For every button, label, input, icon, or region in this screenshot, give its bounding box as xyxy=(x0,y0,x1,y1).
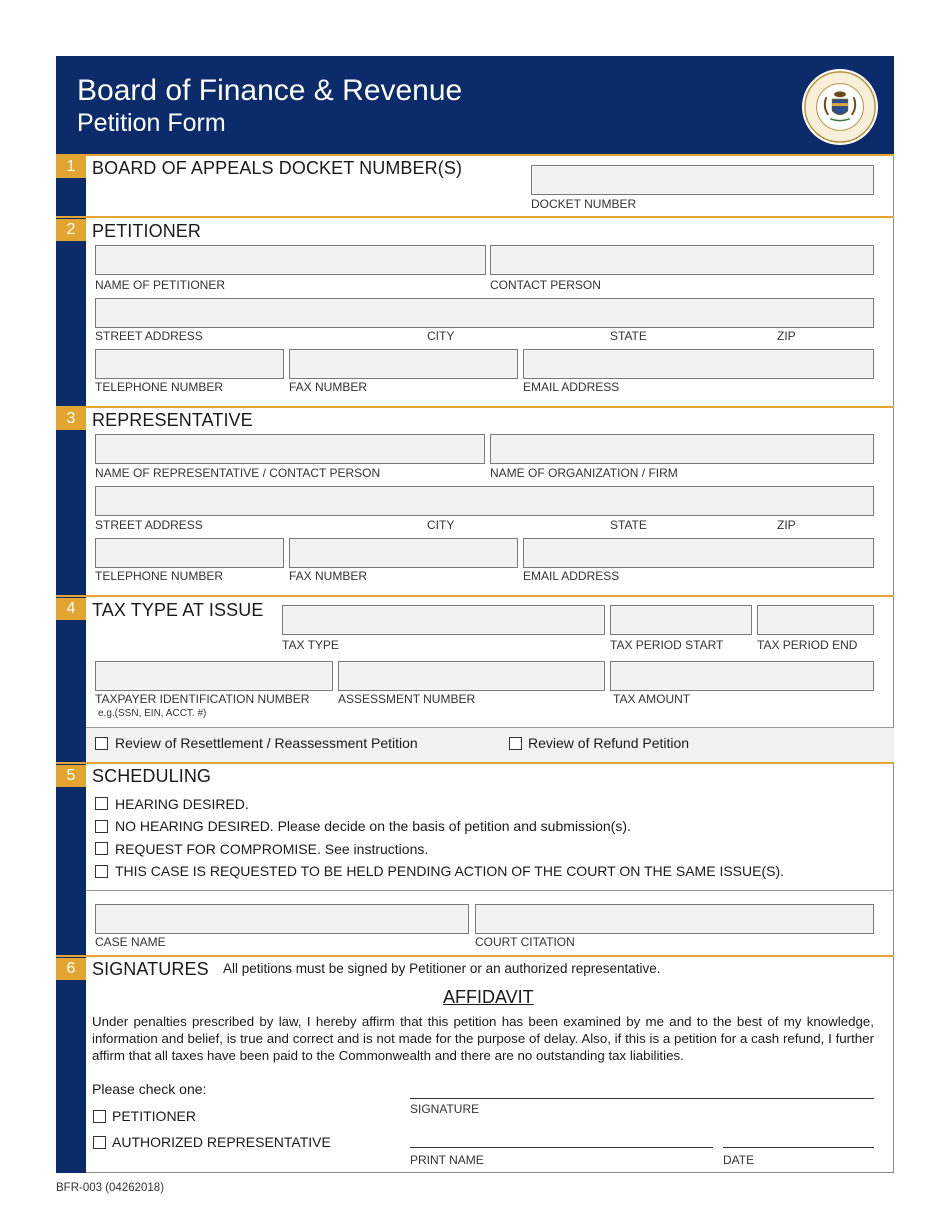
field-label: TELEPHONE NUMBER xyxy=(95,569,224,583)
representative-phone-input[interactable] xyxy=(95,538,284,568)
court-citation-input[interactable] xyxy=(475,904,874,934)
tax-period-start-input[interactable] xyxy=(610,605,752,635)
representative-address-input[interactable] xyxy=(95,486,874,516)
section-title: SCHEDULING xyxy=(92,766,212,786)
field-label: PRINT NAME xyxy=(410,1153,484,1167)
field-label: TAX PERIOD END xyxy=(757,638,858,652)
section-divider xyxy=(56,762,894,764)
no-hearing-checkbox[interactable] xyxy=(95,820,108,833)
field-label: TAX TYPE xyxy=(282,638,339,652)
field-label: STATE xyxy=(610,518,647,532)
tax-amount-input[interactable] xyxy=(610,661,874,691)
section-title: TAX TYPE AT ISSUE xyxy=(92,600,264,620)
field-label: TAX AMOUNT xyxy=(613,692,691,706)
checkbox-label: AUTHORIZED REPRESENTATIVE xyxy=(112,1134,331,1150)
petitioner-email-input[interactable] xyxy=(523,349,874,379)
field-label: COURT CITATION xyxy=(475,935,575,949)
checkbox-label: HEARING DESIRED. xyxy=(115,796,249,812)
section-divider xyxy=(56,216,894,218)
section-title: BOARD OF APPEALS DOCKET NUMBER(S) xyxy=(92,158,463,178)
section-title: SIGNATURES xyxy=(92,959,209,979)
assessment-number-input[interactable] xyxy=(338,661,605,691)
field-label: CITY xyxy=(427,329,455,343)
field-label: CITY xyxy=(427,518,455,532)
field-label: STREET ADDRESS xyxy=(95,518,203,532)
field-label: NAME OF ORGANIZATION / FIRM xyxy=(490,466,678,480)
field-label: SIGNATURE xyxy=(410,1102,480,1116)
petitioner-phone-input[interactable] xyxy=(95,349,284,379)
checkbox-label: NO HEARING DESIRED. Please decide on the basis of petition and submission(s). xyxy=(115,818,631,834)
print-name-line[interactable] xyxy=(410,1147,713,1148)
section-number: 5 xyxy=(56,765,86,787)
affidavit-title: AFFIDAVIT xyxy=(443,987,534,1007)
petitioner-fax-input[interactable] xyxy=(289,349,518,379)
checkbox-label: PETITIONER xyxy=(112,1108,197,1124)
tax-type-input[interactable] xyxy=(282,605,605,635)
section-divider xyxy=(56,955,894,957)
section-title: REPRESENTATIVE xyxy=(92,410,253,430)
field-label: EMAIL ADDRESS xyxy=(523,569,620,583)
representative-email-input[interactable] xyxy=(523,538,874,568)
form-title: Board of Finance & Revenue xyxy=(77,74,463,107)
tax-period-end-input[interactable] xyxy=(757,605,874,635)
field-label: FAX NUMBER xyxy=(289,569,368,583)
field-label: STREET ADDRESS xyxy=(95,329,203,343)
seal-logo xyxy=(801,68,879,146)
field-label: ASSESSMENT NUMBER xyxy=(338,692,476,706)
section-number: 4 xyxy=(56,598,86,620)
signature-line[interactable] xyxy=(410,1098,874,1099)
field-label: NAME OF REPRESENTATIVE / CONTACT PERSON xyxy=(95,466,381,480)
signature-note: All petitions must be signed by Petitioner or an authorized representative. xyxy=(223,961,661,976)
petitioner-name-input[interactable] xyxy=(95,245,486,275)
field-label: NAME OF PETITIONER xyxy=(95,278,226,292)
form-id: BFR-003 (04262018) xyxy=(56,1182,165,1194)
section-number: 3 xyxy=(56,408,86,430)
hearing-desired-checkbox[interactable] xyxy=(95,797,108,810)
checkbox-label: THIS CASE IS REQUESTED TO BE HELD PENDING ACTION OF THE COURT ON THE SAME ISSUE(S). xyxy=(115,863,785,879)
compromise-checkbox[interactable] xyxy=(95,842,108,855)
petitioner-address-input[interactable] xyxy=(95,298,874,328)
field-label: FAX NUMBER xyxy=(289,380,368,394)
field-label: STATE xyxy=(610,329,647,343)
form-subtitle: Petition Form xyxy=(77,109,226,137)
taxpayer-id-input[interactable] xyxy=(95,661,333,691)
field-label: DATE xyxy=(723,1153,755,1167)
section-number: 2 xyxy=(56,219,86,241)
date-line[interactable] xyxy=(723,1147,874,1148)
checkbox-label: REQUEST FOR COMPROMISE. See instructions. xyxy=(115,841,429,857)
check-prompt: Please check one: xyxy=(92,1081,207,1097)
affidavit-text: Under penalties prescribed by law, I hereby affirm that this petition has been examined by me and to the best of my knowledge, information and belief, is true and correct and is not made for the purpose of delay. Also, if this is a petition for a cash refund, I further affirm that all taxes have been paid to the Commonwealth and there are no outstanding tax liabilities. xyxy=(92,1014,874,1063)
field-label: TELEPHONE NUMBER xyxy=(95,380,224,394)
field-label: TAX PERIOD START xyxy=(610,638,724,652)
held-pending-checkbox[interactable] xyxy=(95,865,108,878)
field-label: TAXPAYER IDENTIFICATION NUMBER xyxy=(95,692,310,706)
section-divider xyxy=(56,154,894,156)
section-divider xyxy=(56,595,894,597)
left-bar xyxy=(56,155,86,1173)
field-label: ZIP xyxy=(777,518,796,532)
resettlement-checkbox[interactable] xyxy=(95,737,108,750)
checkbox-label: Review of Refund Petition xyxy=(528,735,690,751)
field-label: DOCKET NUMBER xyxy=(531,197,637,211)
field-label: CONTACT PERSON xyxy=(490,278,601,292)
field-label: CASE NAME xyxy=(95,935,166,949)
case-name-input[interactable] xyxy=(95,904,469,934)
divider xyxy=(86,890,894,891)
section-divider xyxy=(56,406,894,408)
authorized-representative-checkbox[interactable] xyxy=(93,1136,106,1149)
form-header xyxy=(56,56,894,154)
section-number: 6 xyxy=(56,958,86,980)
representative-org-input[interactable] xyxy=(490,434,874,464)
petitioner-checkbox[interactable] xyxy=(93,1110,106,1123)
section-number: 1 xyxy=(56,156,86,178)
field-hint: e.g.(SSN, EIN, ACCT. #) xyxy=(98,708,207,719)
section-title: PETITIONER xyxy=(92,221,202,241)
representative-fax-input[interactable] xyxy=(289,538,518,568)
docket-number-input[interactable] xyxy=(531,165,874,195)
petitioner-contact-input[interactable] xyxy=(490,245,874,275)
field-label: EMAIL ADDRESS xyxy=(523,380,620,394)
refund-checkbox[interactable] xyxy=(509,737,522,750)
checkbox-label: Review of Resettlement / Reassessment Petition xyxy=(115,735,418,751)
field-label: ZIP xyxy=(777,329,796,343)
representative-name-input[interactable] xyxy=(95,434,485,464)
